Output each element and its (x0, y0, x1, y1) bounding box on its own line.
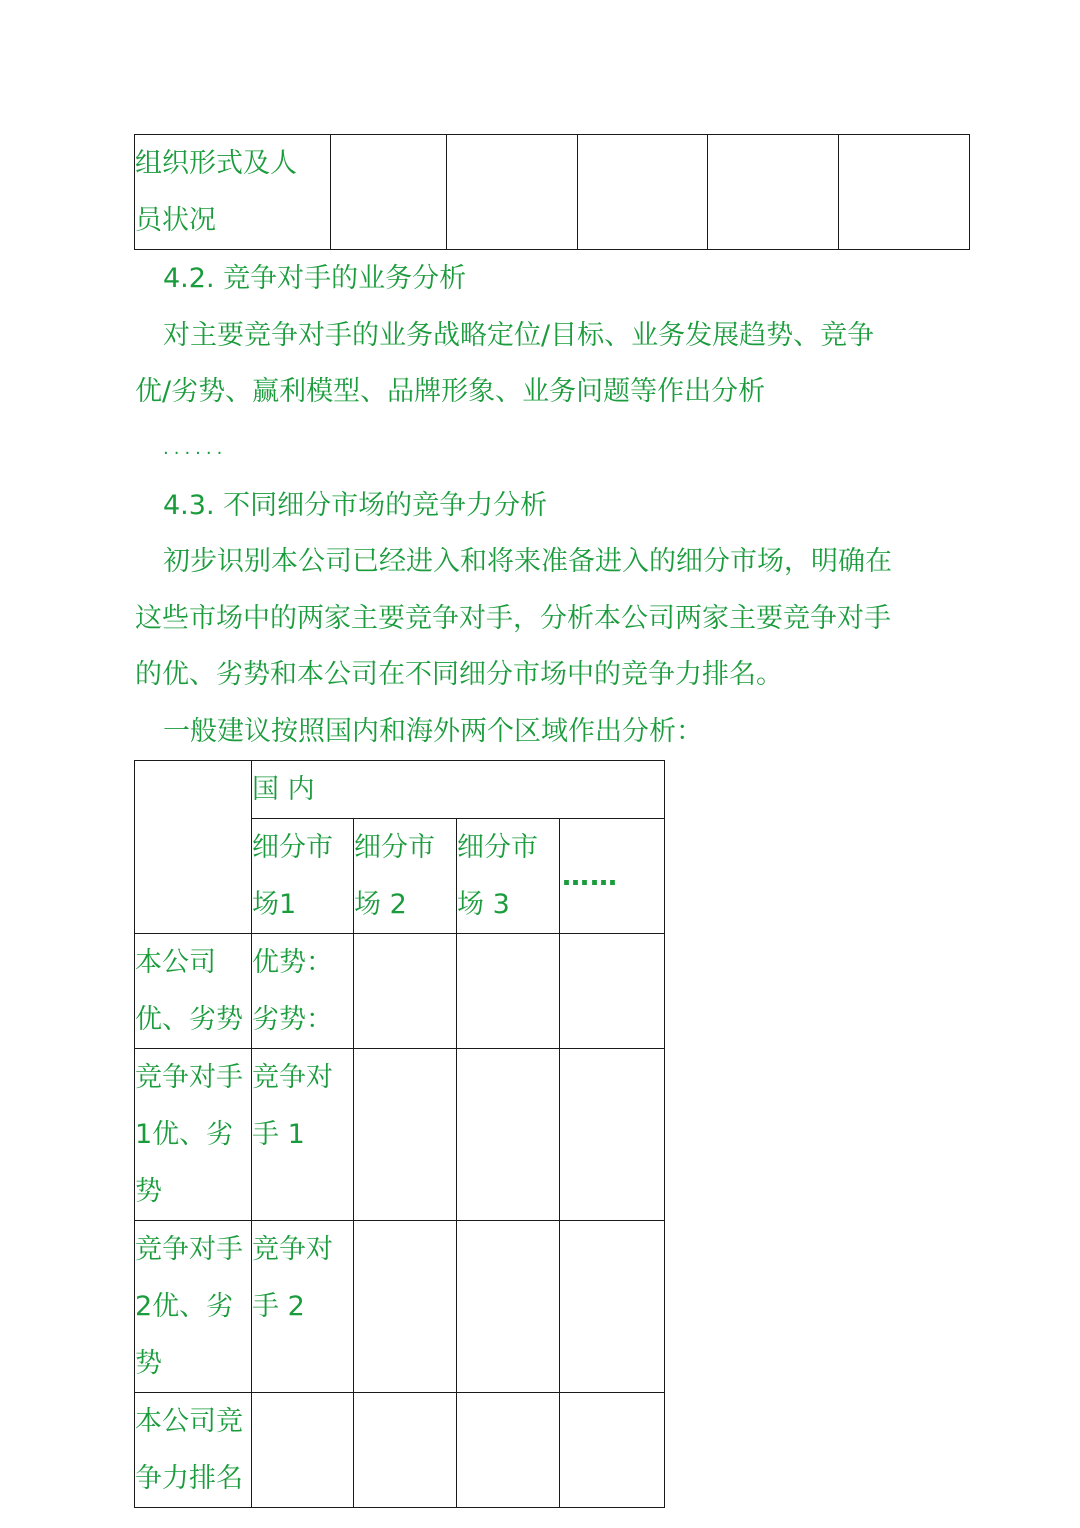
segment-header-more: …… (560, 819, 665, 934)
section-heading-4-3: 4.3. 不同细分市场的竞争力分析 (163, 490, 548, 521)
table-cell: 优势： 劣势： (252, 934, 354, 1049)
table-cell (578, 135, 708, 250)
table-cell (354, 1049, 457, 1221)
table-cell (560, 1049, 665, 1221)
table-row (135, 1049, 665, 1221)
region-header-cell (252, 761, 665, 819)
table-cell (354, 1393, 457, 1508)
table-cell (560, 1221, 665, 1393)
section-heading-4-2: 4.2. 竞争对手的业务分析 (163, 263, 467, 294)
section-4-3-line-1: 初步识别本公司已经进入和将来准备进入的细分市场，明确在 (163, 546, 892, 577)
table-row (135, 135, 970, 250)
table-cell (839, 135, 970, 250)
section-4-2-line-2: 优/劣势、赢利模型、品牌形象、业务问题等作出分析 (135, 376, 766, 407)
section-4-3-line-4: 一般建议按照国内和海外两个区域作出分析： (163, 716, 703, 747)
org-structure-table (134, 134, 970, 250)
segment-header: 细分市 场1 (252, 819, 354, 934)
table-header-row (135, 761, 665, 819)
row-label-cell: 竞争对手 2优、劣势 (135, 1221, 252, 1393)
ellipsis: ...... (163, 438, 228, 459)
table-row (135, 1393, 665, 1508)
table-cell: 竞争对 手 1 (252, 1049, 354, 1221)
row-label-cell (135, 135, 331, 250)
section-4-3-line-3: 的优、劣势和本公司在不同细分市场中的竞争力排名。 (135, 659, 783, 690)
row-label: 组织形式及人 员状况 (135, 148, 297, 236)
row-label-cell: 竞争对手 1优、劣势 (135, 1049, 252, 1221)
table-cell (457, 1221, 560, 1393)
table-row (135, 1221, 665, 1393)
row-label-cell: 本公司 优、劣势 (135, 934, 252, 1049)
section-4-3-line-2: 这些市场中的两家主要竞争对手，分析本公司两家主要竞争对手 (135, 603, 891, 634)
table-cell: 竞争对 手 2 (252, 1221, 354, 1393)
segment-competition-table (134, 760, 665, 1508)
segment-header: 细分市 场 2 (354, 819, 457, 934)
table-cell (331, 135, 447, 250)
corner-cell (135, 761, 252, 934)
table-cell (560, 1393, 665, 1508)
table-cell (252, 1393, 354, 1508)
table-cell (457, 934, 560, 1049)
table-cell (457, 1393, 560, 1508)
table-row (135, 934, 665, 1049)
table-cell (354, 934, 457, 1049)
table-cell (354, 1221, 457, 1393)
table-cell (708, 135, 839, 250)
table-cell (447, 135, 578, 250)
table-cell (560, 934, 665, 1049)
section-4-2-line-1: 对主要竞争对手的业务战略定位/目标、业务发展趋势、竞争 (163, 320, 875, 351)
table-cell (457, 1049, 560, 1221)
region-header: 国 内 (252, 774, 315, 805)
row-label-cell: 本公司竞 争力排名 (135, 1393, 252, 1508)
segment-header: 细分市 场 3 (457, 819, 560, 934)
